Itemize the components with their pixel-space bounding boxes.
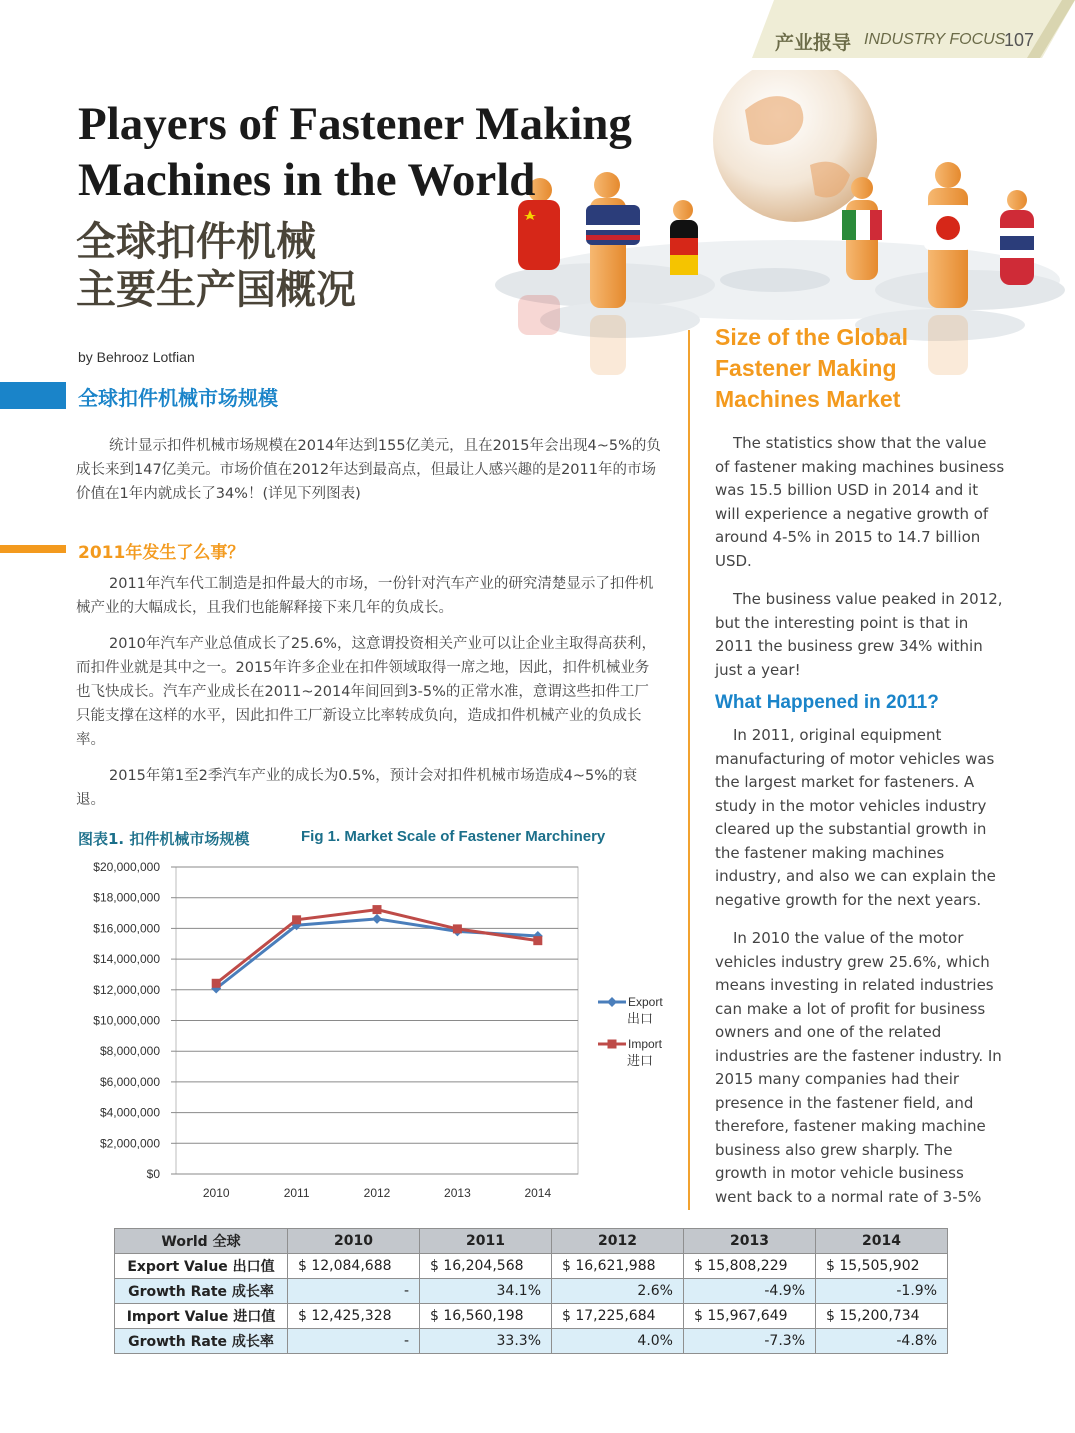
header-section-en: INDUSTRY FOCUS xyxy=(864,31,1006,48)
section-marker-blue xyxy=(0,382,66,409)
table-cell: $ 16,560,198 xyxy=(420,1304,552,1329)
x-tick-label: 2014 xyxy=(524,1186,552,1200)
cn-paragraph-4: 2015年第1至2季汽车产业的成长为0.5%，预计会对扣件机械市场造成4~5%的衰退。 xyxy=(76,768,638,808)
table-cell: 34.1% xyxy=(420,1279,552,1304)
en-paragraph-3: In 2011, original equipment manufacturing of motor vehicles was the largest market for fasteners. A study in the motor vehicles industry cleared up the substantial growth in the fastener making machines industry, and also we can explain the negative growth for the next years. xyxy=(715,726,996,909)
y-tick-label: $16,000,000 xyxy=(93,921,160,936)
table-cell: $ 15,200,734 xyxy=(816,1304,948,1329)
legend-marker-import xyxy=(608,1040,617,1049)
legend-marker-export xyxy=(607,997,617,1007)
table-cell: 33.3% xyxy=(420,1329,552,1354)
legend-label-export: Export xyxy=(628,995,663,1009)
y-tick-label: $8,000,000 xyxy=(99,1044,160,1059)
y-tick-label: $18,000,000 xyxy=(93,890,160,905)
table-header-cell: 2012 xyxy=(552,1229,684,1254)
title-cn xyxy=(76,218,496,314)
right-column-subheading: What Happened in 2011? xyxy=(715,692,939,713)
y-tick-label: $4,000,000 xyxy=(99,1105,160,1120)
table-cell: - xyxy=(288,1329,420,1354)
page-number: 107 xyxy=(1004,30,1035,50)
table-cell: $ 17,225,684 xyxy=(552,1304,684,1329)
table-cell: $ 12,425,328 xyxy=(288,1304,420,1329)
table-cell: -7.3% xyxy=(684,1329,816,1354)
section-marker-orange xyxy=(0,545,66,553)
table-cell: $ 15,808,229 xyxy=(684,1254,816,1279)
title-cn-line2: 主要生产国概况 xyxy=(76,266,356,313)
table-row-import-value xyxy=(115,1304,948,1329)
table-cell: 2.6% xyxy=(552,1279,684,1304)
column-divider xyxy=(688,330,690,1210)
y-tick-label: $20,000,000 xyxy=(93,860,160,874)
table-header-cell: 2013 xyxy=(684,1229,816,1254)
table-cell: $ 15,967,649 xyxy=(684,1304,816,1329)
figure-caption-cn: 图表1. 扣件机械市场规模 xyxy=(78,830,250,848)
table-header-cell: 2011 xyxy=(420,1229,552,1254)
figure-caption-en: Fig 1. Market Scale of Fastener Marchinery xyxy=(301,828,606,845)
table-cell: -4.8% xyxy=(816,1329,948,1354)
market-scale-chart xyxy=(70,852,680,1212)
section1-heading: 全球扣件机械市场规模 xyxy=(78,386,278,410)
cn-paragraph-3: 2010年汽车产业总值成长了25.6%，这意谓投资相关产业可以让企业主取得高获利，而扣件业就是其中之一。2015年许多企业在扣件领域取得一席之地，因此，扣件机械业务也飞快成长。汽车产业成长在2011~2014年间回到3-5%的正常水准，意谓这些扣件工厂只能支撑在这样的水平，因此扣件工厂新设立比率转成负向，造成扣件机械产业的负成长率。 xyxy=(76,636,656,748)
y-tick-label: $12,000,000 xyxy=(93,982,160,997)
table-header-cell: World 全球 xyxy=(115,1229,288,1254)
legend-label-cn-export: 出口 xyxy=(627,1012,654,1027)
data-point-import xyxy=(212,979,221,988)
section2-heading: 2011年发生了么事？ xyxy=(78,543,245,563)
table-row-export-growth xyxy=(115,1279,948,1304)
table-header-cell: 2010 xyxy=(288,1229,420,1254)
table-header-row xyxy=(115,1229,948,1254)
table-cell: -4.9% xyxy=(684,1279,816,1304)
x-tick-label: 2011 xyxy=(283,1186,310,1200)
data-point-import xyxy=(453,924,462,933)
en-paragraph-4: In 2010 the value of the motor vehicles industry grew 25.6%, which means investing in related industries can make a lot of profit for business owners and one of the related industries are the fastener industry. In 2015 many companies had their presence in the fastener field, and therefore, fastener making machine business also grew sharply. The growth in motor vehicle business went back to a normal rate of 3-5% xyxy=(715,929,1002,1206)
x-tick-label: 2012 xyxy=(363,1186,391,1200)
data-point-import xyxy=(373,905,382,914)
table-row-export-value xyxy=(115,1254,948,1279)
table-row-import-growth xyxy=(115,1329,948,1354)
y-tick-label: $14,000,000 xyxy=(93,952,160,967)
table-row-label: Growth Rate 成长率 xyxy=(115,1279,288,1304)
header-section-cn: 产业报导 xyxy=(775,32,852,54)
title-en-line1: Players of Fastener Making xyxy=(78,98,632,150)
table-cell: $ 16,621,988 xyxy=(552,1254,684,1279)
title-cn-line1: 全球扣件机械 xyxy=(76,218,316,265)
en-paragraph-1: The statistics show that the value of fastener making machines business was 15.5 billion USD in 2014 and it will experience a negative growth of around 4-5% in 2015 to 14.7 billion USD. xyxy=(715,434,1005,570)
table-cell: $ 12,084,688 xyxy=(288,1254,420,1279)
data-point-import xyxy=(292,915,301,924)
table-cell: 4.0% xyxy=(552,1329,684,1354)
right-column-heading: Size of the Global Fastener Making Machines Market xyxy=(715,324,908,412)
table-cell: $ 15,505,902 xyxy=(816,1254,948,1279)
market-data-table xyxy=(114,1228,948,1354)
en-paragraph-2: The business value peaked in 2012, but the interesting point is that in 2011 the business grew 34% within just a year! xyxy=(715,590,1003,679)
table-cell: -1.9% xyxy=(816,1279,948,1304)
table-cell: $ 16,204,568 xyxy=(420,1254,552,1279)
x-tick-label: 2010 xyxy=(202,1186,230,1200)
table-cell: - xyxy=(288,1279,420,1304)
table-row-label: Growth Rate 成长率 xyxy=(115,1329,288,1354)
legend-label-cn-import: 进口 xyxy=(627,1054,654,1069)
legend-label-import: Import xyxy=(628,1037,663,1051)
y-tick-label: $6,000,000 xyxy=(99,1074,160,1089)
table-header-cell: 2014 xyxy=(816,1229,948,1254)
cn-paragraph-1: 统计显示扣件机械市场规模在2014年达到155亿美元，且在2015年会出现4~5%的负成长来到147亿美元。市场价值在2012年达到最高点，但最让人感兴趣的是2011年的市场价值在1年内就成长了34%！(详见下列图表) xyxy=(76,438,661,502)
cn-paragraph-2: 2011年汽车代工制造是扣件最大的市场，一份针对汽车产业的研究清楚显示了扣件机械产业的大幅成长，且我们也能解释接下来几年的负成长。 xyxy=(76,576,654,616)
y-tick-label: $0 xyxy=(146,1167,160,1181)
table-row-label: Import Value 进口值 xyxy=(115,1304,288,1329)
data-point-import xyxy=(533,936,542,945)
title-en-line2: Machines in the World xyxy=(78,154,536,206)
x-tick-label: 2013 xyxy=(444,1186,471,1200)
byline: by Behrooz Lotfian xyxy=(78,349,195,365)
table-row-label: Export Value 出口值 xyxy=(115,1254,288,1279)
y-tick-label: $2,000,000 xyxy=(99,1136,160,1151)
title-en xyxy=(78,96,718,208)
y-tick-label: $10,000,000 xyxy=(93,1013,160,1028)
